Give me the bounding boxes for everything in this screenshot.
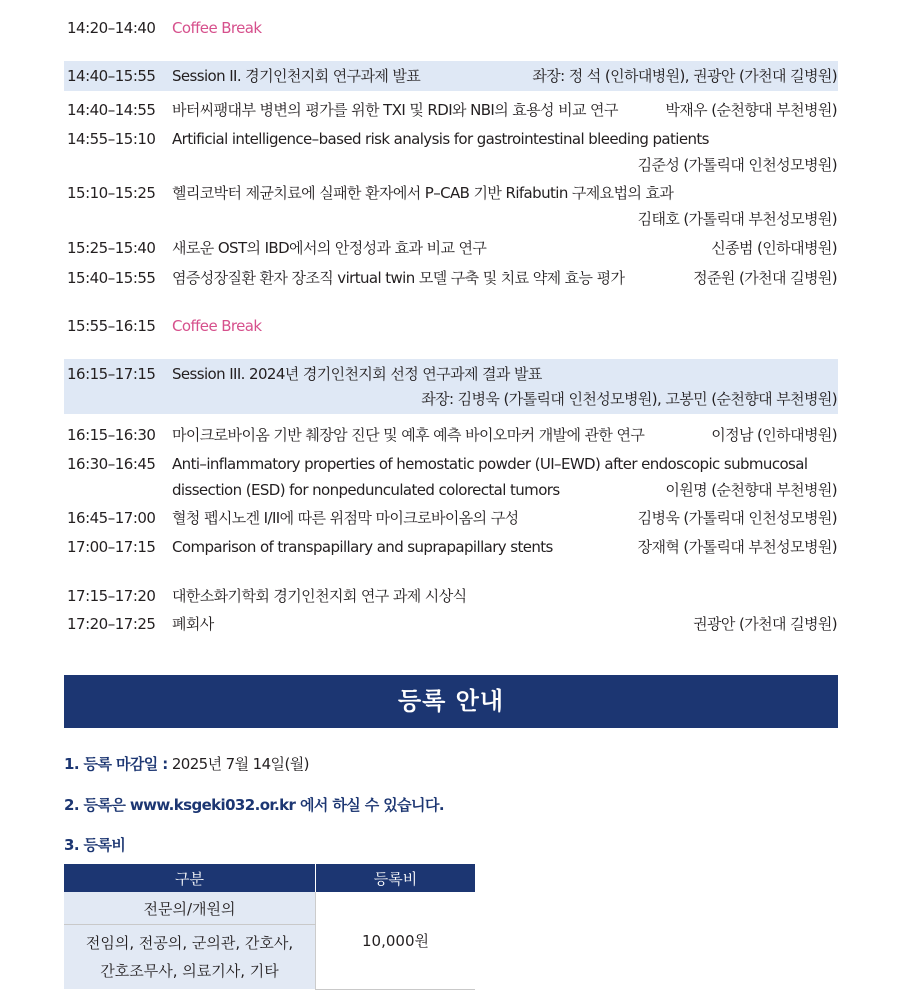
- schedule-row: [0, 266, 900, 290]
- time: 15:40–15:55: [67, 269, 156, 287]
- schedule-row: [0, 236, 900, 260]
- talk-title: Artificial intelligence–based risk analysis for gastrointestinal bleeding patients: [172, 130, 709, 148]
- coffee-break: Coffee Break: [172, 19, 262, 37]
- schedule-row: [0, 452, 900, 476]
- schedule-row: [0, 506, 900, 530]
- time: 14:55–15:10: [67, 130, 156, 148]
- fee-table-header: [64, 864, 475, 892]
- category-line1: 전임의, 전공의, 군의관, 간호사,: [85, 934, 294, 952]
- fee-cell: 10,000원: [316, 892, 476, 989]
- talk-title: 바터씨팽대부 병변의 평가를 위한 TXI 및 RDI와 NBI의 효용성 비교 연구: [172, 101, 618, 119]
- time: 17:00–17:15: [67, 538, 156, 556]
- time: 16:15–16:30: [67, 426, 156, 444]
- talk-title: 폐회사: [172, 615, 214, 633]
- time: 16:30–16:45: [67, 455, 156, 473]
- schedule-row: [0, 127, 900, 151]
- schedule-row: [0, 181, 900, 205]
- time: 14:40–15:55: [67, 67, 156, 85]
- time: 14:40–14:55: [67, 101, 156, 119]
- table-row: [64, 892, 475, 925]
- time: 15:25–15:40: [67, 239, 156, 257]
- schedule-row: [0, 423, 900, 447]
- time: 14:20–14:40: [67, 19, 156, 37]
- schedule-row: [0, 535, 900, 559]
- category-cell: [64, 925, 316, 990]
- deadline-label: 1. 등록 마감일 :: [64, 755, 168, 773]
- time: 16:15–17:15: [67, 365, 156, 383]
- talk-title: 마이크로바이옴 기반 췌장암 진단 및 예후 예측 바이오마커 개발에 관한 연구: [172, 426, 645, 444]
- deadline-value: 2025년 7월 14일(월): [171, 755, 309, 773]
- schedule-row: [0, 612, 900, 636]
- schedule-row: [0, 98, 900, 122]
- time: 17:15–17:20: [67, 587, 156, 605]
- category-cell: 전문의/개원의: [64, 892, 316, 925]
- schedule-row-speaker: [0, 153, 900, 177]
- speaker: 김준성 (가톨릭대 인천성모병원): [637, 156, 837, 174]
- talk-title: 새로운 OST의 IBD에서의 안정성과 효과 비교 연구: [172, 239, 487, 257]
- time: 17:20–17:25: [67, 615, 156, 633]
- speaker: 신종범 (인하대병원): [711, 239, 837, 257]
- speaker: 이정남 (인하대병원): [711, 426, 837, 444]
- session-chair: 좌장: 정 석 (인하대병원), 권광안 (가천대 길병원): [532, 67, 837, 85]
- talk-title: 혈청 펩시노겐 I/II에 따른 위점막 마이크로바이옴의 구성: [172, 509, 519, 527]
- talk-title: Anti–inflammatory properties of hemostatic powder (UI–EWD) after endoscopic submucosal: [172, 455, 808, 473]
- schedule-row: [0, 584, 900, 608]
- website-text: 2. 등록은 www.ksgeki032.or.kr 에서 하실 수 있습니다.: [64, 796, 444, 814]
- header-category: 구분: [64, 864, 316, 892]
- coffee-break: Coffee Break: [172, 317, 262, 335]
- talk-title: Comparison of transpapillary and suprapapillary stents: [172, 538, 553, 556]
- talk-title: 헬리코박터 제균치료에 실패한 환자에서 P–CAB 기반 Rifabutin 구제요법의 효과: [172, 184, 674, 202]
- category-line2: 간호조무사, 의료기사, 기타: [100, 962, 279, 980]
- fee-title: 3. 등록비: [64, 836, 126, 854]
- schedule-row-coffee-2: [0, 314, 900, 338]
- session-chair: 좌장: 김병욱 (가톨릭대 인천성모병원), 고봉민 (순천향대 부천병원): [421, 390, 837, 408]
- registration-fee-title: [64, 834, 125, 855]
- schedule-row-coffee-1: [0, 16, 900, 40]
- speaker: 김태호 (가톨릭대 부천성모병원): [637, 210, 837, 228]
- registration-website: [64, 794, 444, 815]
- speaker: 김병욱 (가톨릭대 인천성모병원): [637, 509, 837, 527]
- speaker: 박재우 (순천향대 부천병원): [665, 101, 837, 119]
- time: 16:45–17:00: [67, 509, 156, 527]
- talk-title: 염증성장질환 환자 장조직 virtual twin 모델 구축 및 치료 약제 효능 평가: [172, 269, 625, 287]
- speaker: 권광안 (가천대 길병원): [693, 615, 837, 633]
- session-title: Session II. 경기인천지회 연구과제 발표: [172, 67, 421, 85]
- talk-title-line2: dissection (ESD) for nonpedunculated colorectal tumors: [172, 481, 560, 499]
- session-ii-header: [0, 64, 900, 88]
- registration-heading: 등록 안내: [64, 675, 838, 728]
- speaker: 정준원 (가천대 길병원): [693, 269, 837, 287]
- registration-deadline: [64, 753, 309, 774]
- session-title: Session III. 2024년 경기인천지회 선정 연구과제 결과 발표: [172, 365, 542, 383]
- speaker: 장재혁 (가톨릭대 부천성모병원): [637, 538, 837, 556]
- fee-table: [64, 864, 475, 990]
- schedule-row-continued: [0, 478, 900, 502]
- talk-title: 대한소화기학회 경기인천지회 연구 과제 시상식: [172, 587, 467, 605]
- time: 15:10–15:25: [67, 184, 156, 202]
- time: 15:55–16:15: [67, 317, 156, 335]
- session-iii-chair-row: [0, 387, 900, 411]
- speaker: 이원명 (순천향대 부천병원): [665, 481, 837, 499]
- schedule-row-speaker: [0, 207, 900, 231]
- header-fee: 등록비: [316, 864, 476, 892]
- session-iii-header: [0, 362, 900, 386]
